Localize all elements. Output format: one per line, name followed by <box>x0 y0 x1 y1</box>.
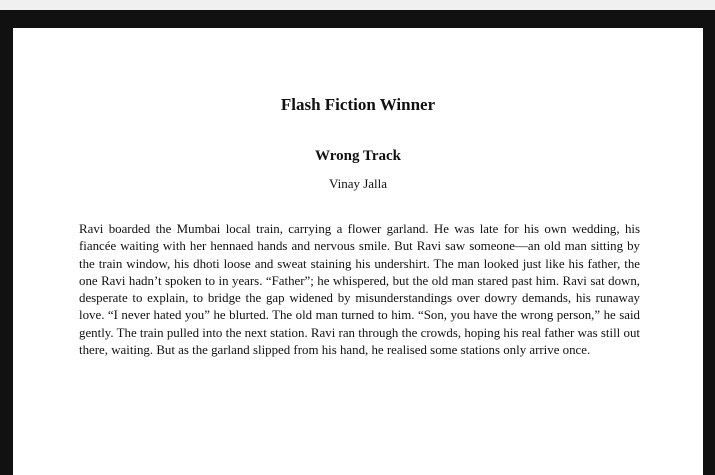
story-title: Wrong Track <box>315 148 401 164</box>
story-body: Ravi boarded the Mumbai local train, carrying a flower garland. He was late for his own wedding, his fiancée waiting with her hennaed hands and nervous smile. But Ravi saw someone—an old man sitting by the train window, his dhoti loose and sweat staining his undershirt. The man looked just like his father, the one Ravi hadn’t spoken to in years. “Father”; he whispered, but the old man stared past him. Ravi sat down, desperate to explain, to bridge the gap widened by misunderstandings over dowry demands, his runaway love. “I never hated you” he blurted. The old man turned to him. “Son, you have the wrong person,” he said gently. The train pulled into the next station. Ravi ran through the crowds, hoping his real father was still out there, waiting. But as the garland slipped from his hand, he realised some stations only arrive once. <box>79 222 640 358</box>
author-name: Vinay Jalla <box>328 176 388 191</box>
headline: Flash Fiction Winner <box>280 95 436 114</box>
top-frame-bar <box>0 0 715 10</box>
document-page <box>13 28 703 475</box>
